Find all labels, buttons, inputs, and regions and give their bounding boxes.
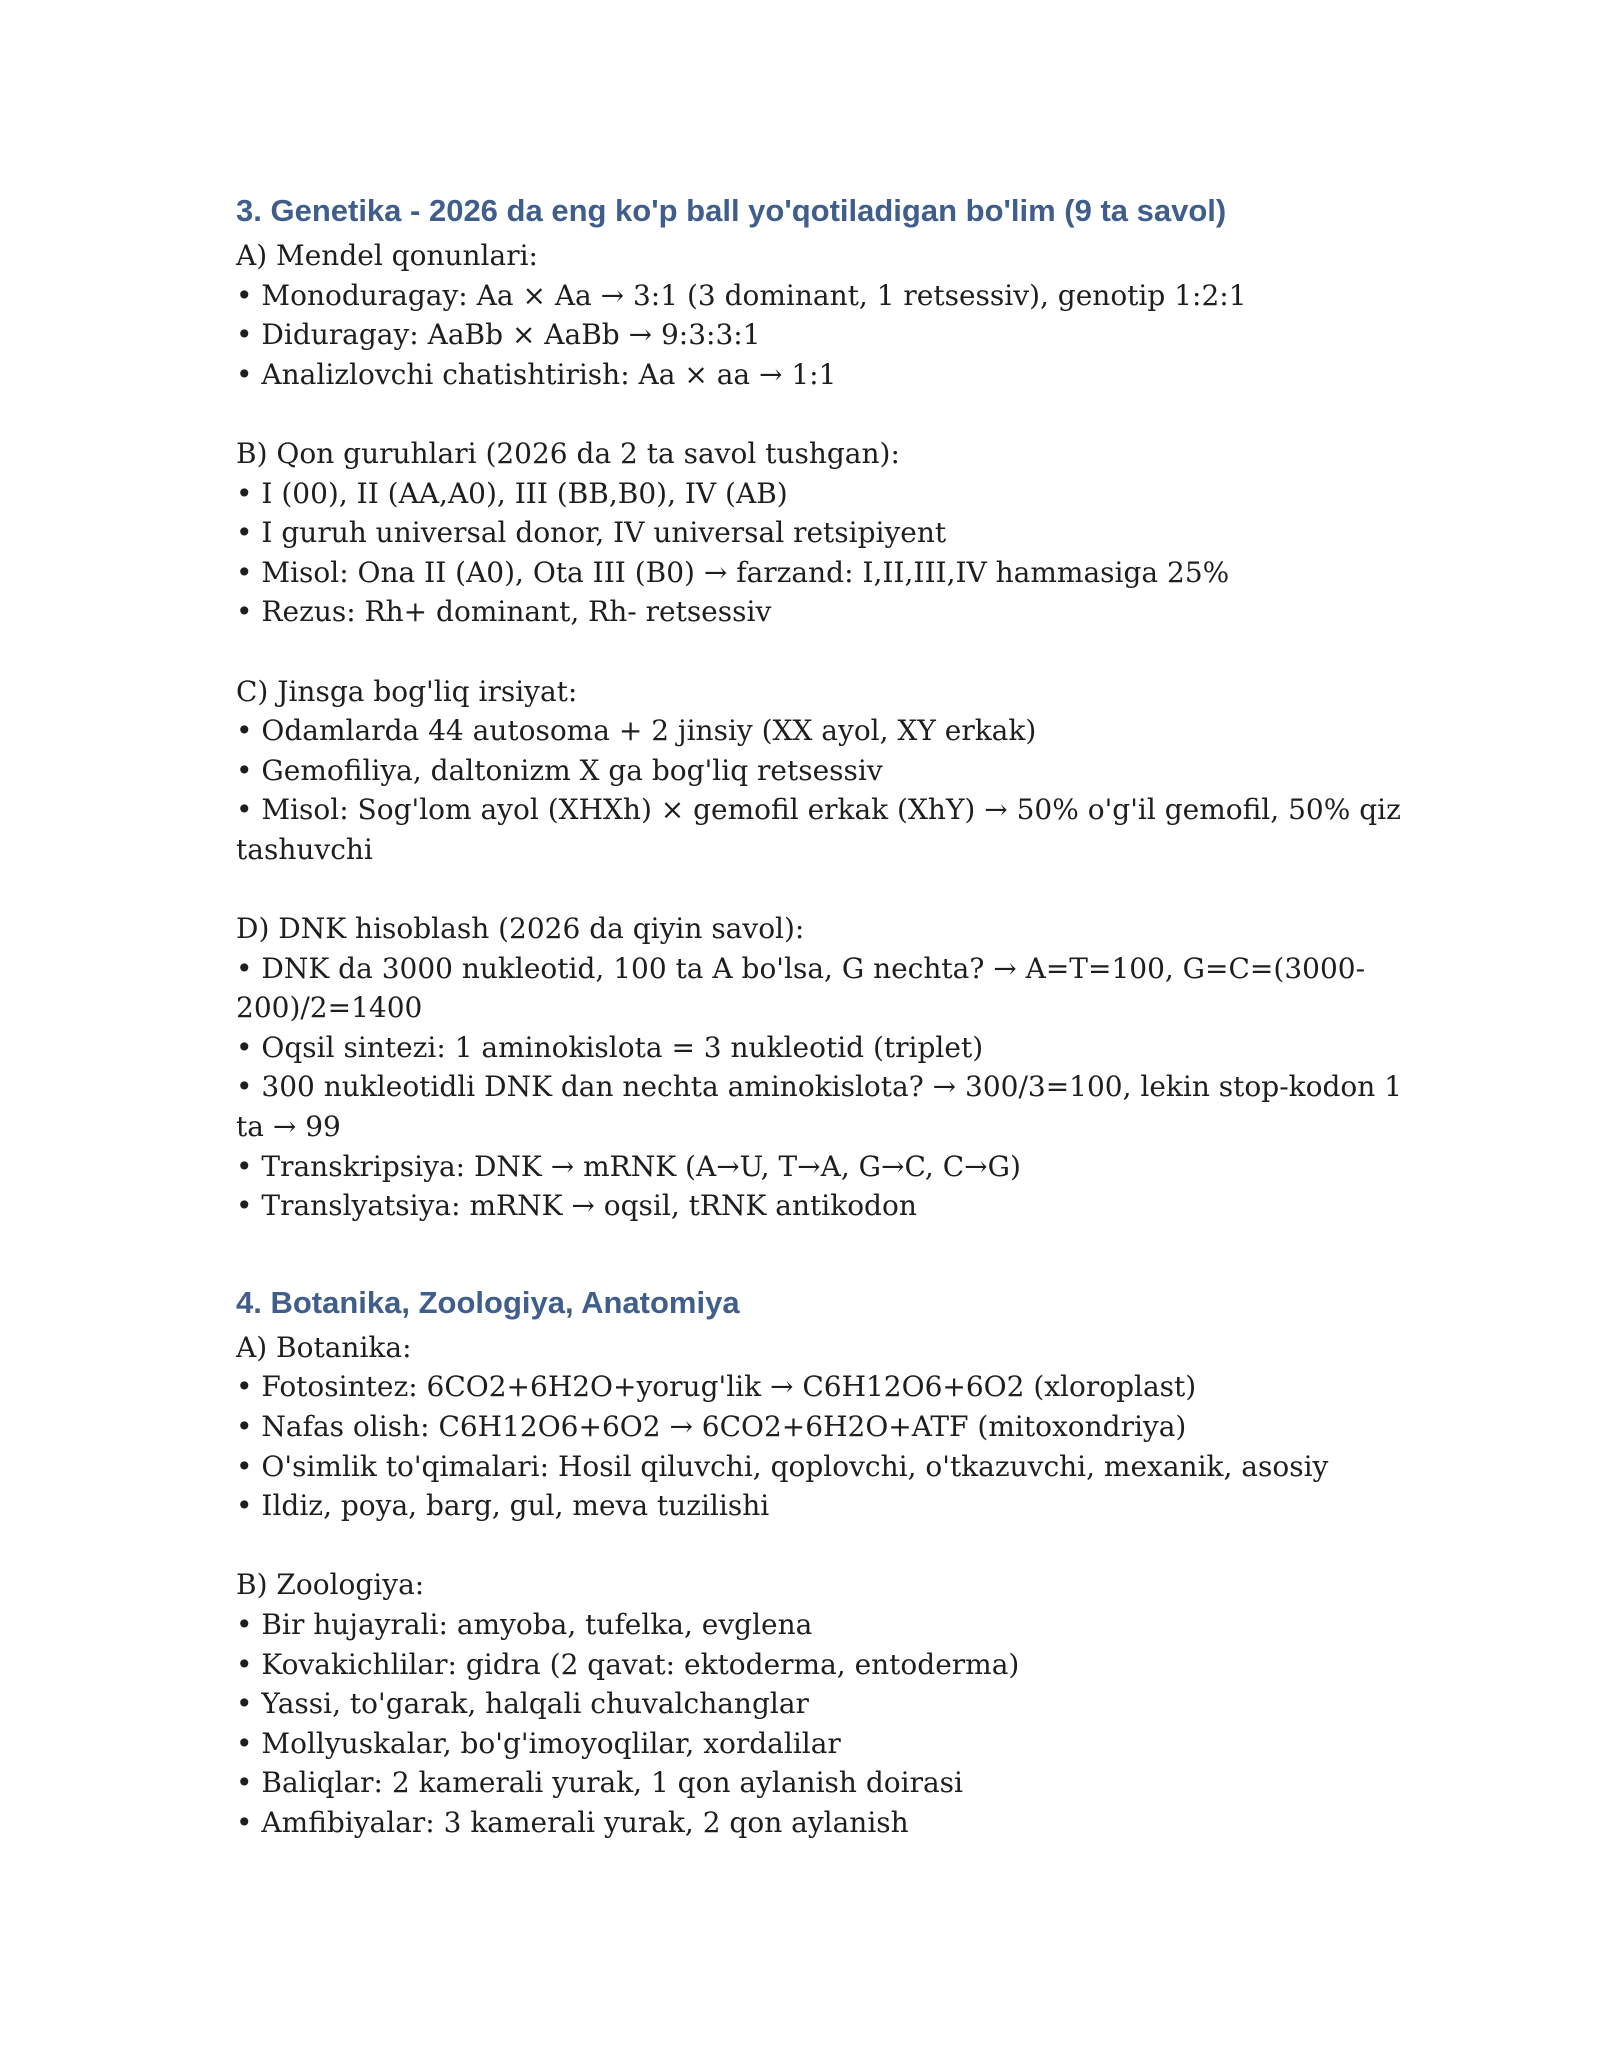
paragraph-gap <box>236 870 1416 910</box>
subsection-dnk-hisoblash <box>236 909 1416 1226</box>
section-botanika-zoologiya <box>236 1278 1416 1843</box>
bullet-item: • Yassi, to'garak, halqali chuvalchanglar <box>236 1687 809 1721</box>
subsection-title: C) Jinsga bog'liq irsiyat: <box>236 674 578 708</box>
bullet-item: • Baliqlar: 2 kamerali yurak, 1 qon aylanish doirasi <box>236 1766 963 1800</box>
bullet-item: • I guruh universal donor, IV universal retsipiyent <box>236 516 947 550</box>
paragraph-gap <box>236 1526 1416 1566</box>
bullet-item: • Odamlarda 44 autosoma + 2 jinsiy (XX ayol, XY erkak) <box>236 714 1037 748</box>
bullet-item: • Oqsil sintezi: 1 aminokislota = 3 nukleotid (triplet) <box>236 1030 984 1064</box>
bullet-item: • Misol: Ona II (A0), Ota III (B0) → farzand: I,II,III,IV hammasiga 25% <box>236 555 1230 589</box>
subsection-zoologiya <box>236 1565 1416 1842</box>
section-heading: 3. Genetika - 2026 da eng ko'p ball yo'qotiladigan bo'lim (9 ta savol) <box>236 193 1227 228</box>
bullet-item: • Analizlovchi chatishtirish: Aa × aa → 1:1 <box>236 357 837 391</box>
subsection-title: A) Mendel qonunlari: <box>236 239 538 272</box>
bullet-item: • Fotosintez: 6CO2+6H2O+yorug'lik → C6H12O6+6O2 (xloroplast) <box>236 1370 1197 1404</box>
bullet-item: • Mollyuskalar, bo'g'imoyoqlilar, xordalilar <box>236 1726 841 1760</box>
subsection-title: B) Qon guruhlari (2026 da 2 ta savol tushgan): <box>236 436 900 470</box>
subsection-title: A) Botanika: <box>236 1330 412 1364</box>
section-heading: 4. Botanika, Zoologiya, Anatomiya <box>236 1284 740 1320</box>
paragraph-gap <box>236 632 1416 672</box>
bullet-item: • Bir hujayrali: amyoba, tufelka, evglena <box>236 1608 813 1641</box>
bullet-item: • Rezus: Rh+ dominant, Rh- retsessiv <box>236 595 772 629</box>
bullet-item: • Misol: Sog'lom ayol (XHXh) × gemofil erkak (XhY) → 50% o'g'il gemofil, 50% qiz tashuvchi <box>236 793 1401 866</box>
section-gap <box>236 1226 1416 1278</box>
subsection-botanika <box>236 1328 1416 1526</box>
bullet-item: • O'simlik to'qimalari: Hosil qiluvchi, qoplovchi, o'tkazuvchi, mexanik, asosiy <box>236 1449 1329 1483</box>
bullet-item: • Translyatsiya: mRNK → oqsil, tRNK antikodon <box>236 1189 917 1223</box>
bullet-item: • Nafas olish: C6H12O6+6O2 → 6CO2+6H2O+ATF (mitoxondriya) <box>236 1410 1187 1444</box>
bullet-item: • Amfibiyalar: 3 kamerali yurak, 2 qon aylanish <box>236 1805 909 1839</box>
subsection-jinsga-bogliq <box>236 672 1416 870</box>
bullet-item: • Transkripsiya: DNK → mRNK (A→U, T→A, G→C, C→G) <box>236 1149 1021 1183</box>
bullet-item: • DNK da 3000 nukleotid, 100 ta A bo'lsa, G nechta? → A=T=100, G=C=(3000-200)/2=1400 <box>236 951 1366 1025</box>
bullet-item: • Kovakichlilar: gidra (2 qavat: ektoderma, entoderma) <box>236 1647 1020 1681</box>
document-content <box>236 186 1416 1843</box>
bullet-item: • 300 nukleotidli DNK dan nechta aminokislota? → 300/3=100, lekin stop-kodon 1 ta → 99 <box>236 1070 1403 1144</box>
bullet-item: • I (00), II (AA,A0), III (BB,B0), IV (AB) <box>236 476 788 510</box>
subsection-title: D) DNK hisoblash (2026 da qiyin savol): <box>236 912 805 946</box>
paragraph-gap <box>236 394 1416 434</box>
bullet-item: • Gemofiliya, daltonizm X ga bog'liq retsessiv <box>236 753 883 787</box>
section-genetika <box>236 186 1416 1226</box>
bullet-item: • Monoduragay: Aa × Aa → 3:1 (3 dominant, 1 retsessiv), genotip 1:2:1 <box>236 278 1247 312</box>
bullet-item: • Ildiz, poya, barg, gul, meva tuzilishi <box>236 1489 770 1523</box>
subsection-qon-guruhlari <box>236 434 1416 632</box>
bullet-item: • Diduragay: AaBb × AaBb → 9:3:3:1 <box>236 318 761 352</box>
subsection-title: B) Zoologiya: <box>236 1568 425 1602</box>
subsection-mendel <box>236 236 1416 394</box>
